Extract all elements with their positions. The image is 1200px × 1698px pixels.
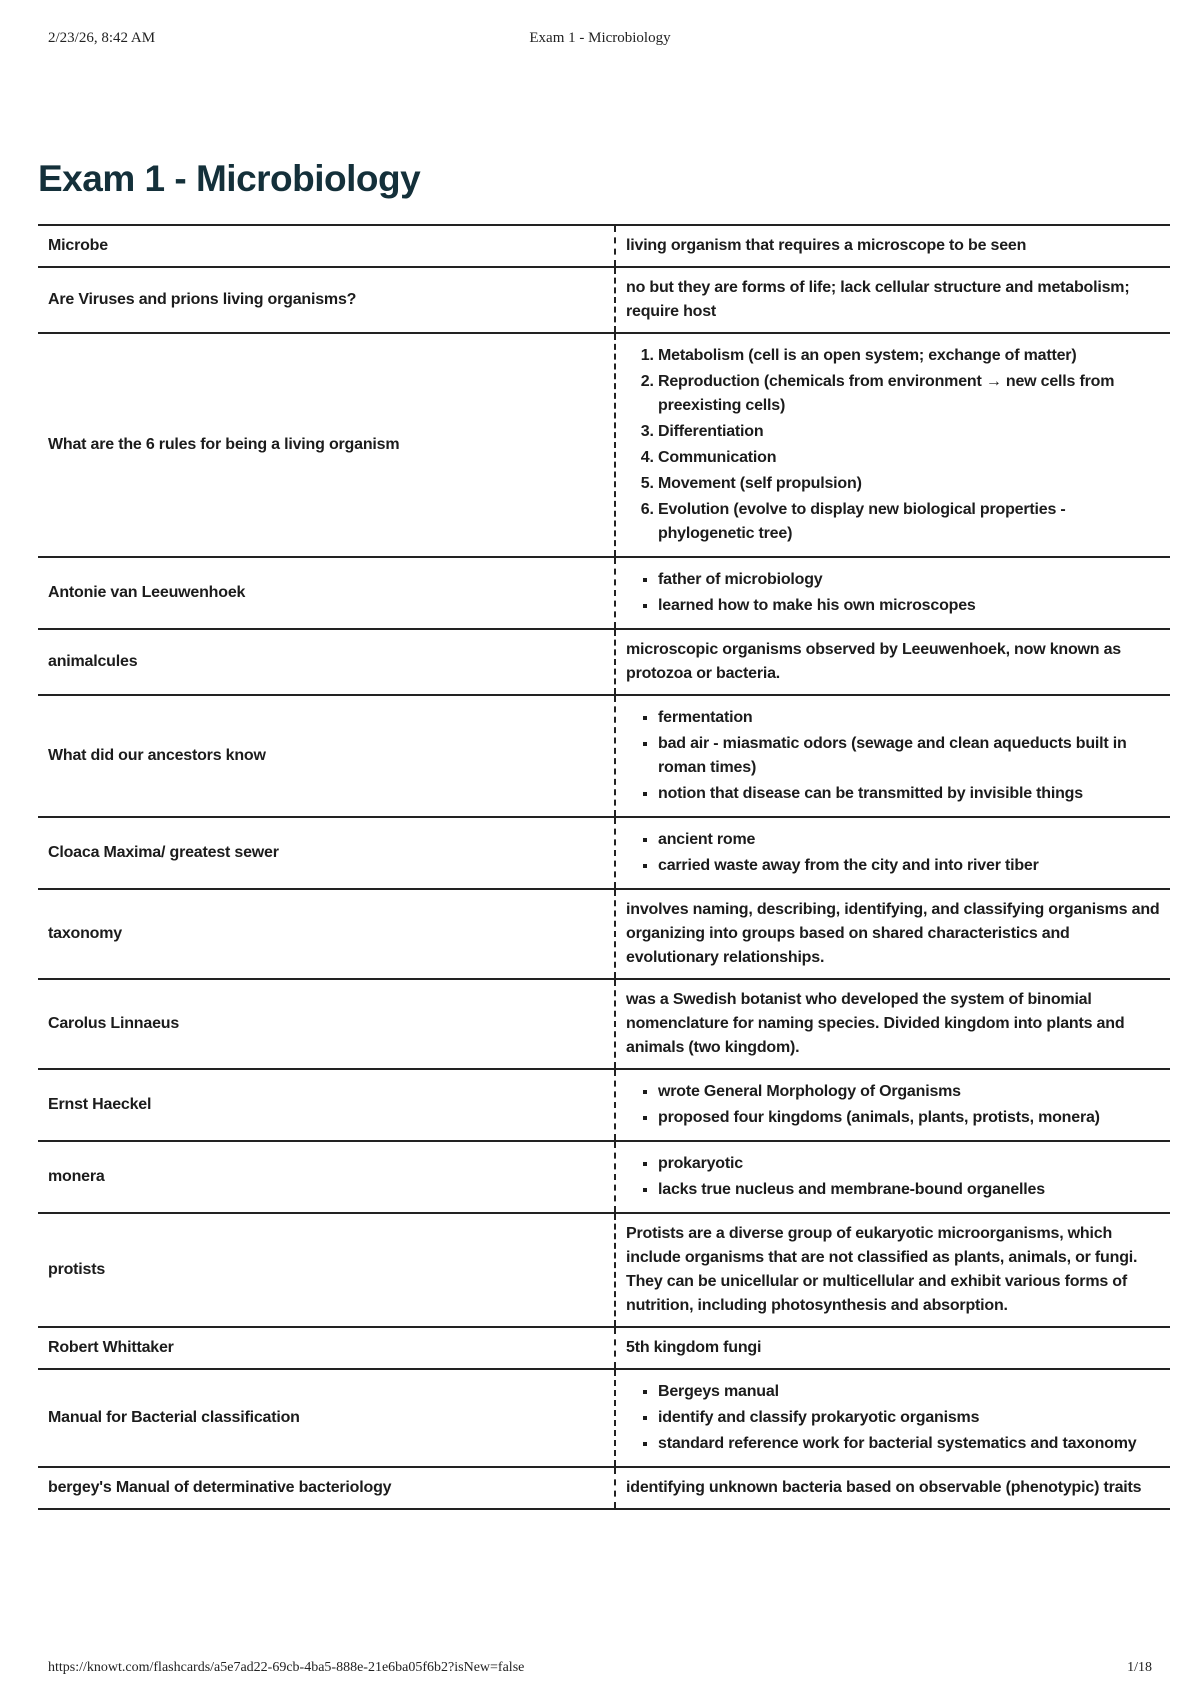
- list-item: 5. Movement (self propulsion): [658, 472, 1160, 496]
- document-title: Exam 1 - Microbiology: [38, 158, 421, 199]
- flashcard-row: [38, 1069, 1170, 1141]
- list-item: ▪ learned how to make his own microscopes: [658, 594, 1160, 618]
- flashcard-term: Microbe: [38, 225, 615, 267]
- list-item: ▪ ancient rome: [658, 828, 1160, 852]
- list-item: 2. Reproduction (chemicals from environment → new cells from preexisting cells): [658, 370, 1160, 418]
- list-item: ▪ prokaryotic: [658, 1152, 1160, 1176]
- flashcard-term: protists: [38, 1213, 615, 1327]
- flashcard-term: Cloaca Maxima/ greatest sewer: [38, 817, 615, 889]
- flashcard-definition: [615, 817, 1170, 889]
- list-item: ▪ carried waste away from the city and into river tiber: [658, 854, 1160, 878]
- flashcard-table: [38, 224, 1170, 1510]
- print-footer: [48, 1660, 1152, 1680]
- flashcard-definition: involves naming, describing, identifying, and classifying organisms and organizing into groups based on shared characteristics and evolutionary relationships.: [615, 889, 1170, 979]
- flashcard-definition: 5th kingdom fungi: [615, 1327, 1170, 1369]
- flashcard-row: [38, 629, 1170, 695]
- flashcard-definition: identifying unknown bacteria based on observable (phenotypic) traits: [615, 1467, 1170, 1509]
- flashcard-term: Carolus Linnaeus: [38, 979, 615, 1069]
- flashcard-term: animalcules: [38, 629, 615, 695]
- flashcard-row: [38, 817, 1170, 889]
- list-item: ▪ Bergeys manual: [658, 1380, 1160, 1404]
- list-item: ▪ standard reference work for bacterial systematics and taxonomy: [658, 1432, 1160, 1456]
- flashcard-definition: [615, 1069, 1170, 1141]
- flashcard-definition: microscopic organisms observed by Leeuwenhoek, now known as protozoa or bacteria.: [615, 629, 1170, 695]
- flashcard-definition: Protists are a diverse group of eukaryotic microorganisms, which include organisms that are not classified as plants, animals, or fungi. They can be unicellular or multicellular and exhibit various forms of nutrition, including photosynthesis and absorption.: [615, 1213, 1170, 1327]
- print-page-title: Exam 1 - Microbiology: [529, 30, 671, 46]
- flashcard-term: bergey's Manual of determinative bacteriology: [38, 1467, 615, 1509]
- list-item: ▪ proposed four kingdoms (animals, plants, protists, monera): [658, 1106, 1160, 1130]
- flashcard-rows: [38, 225, 1170, 1509]
- flashcard-term: Are Viruses and prions living organisms?: [38, 267, 615, 333]
- flashcard-row: [38, 557, 1170, 629]
- flashcard-row: [38, 1213, 1170, 1327]
- bulleted-list: [626, 706, 1160, 806]
- list-item: ▪ wrote General Morphology of Organisms: [658, 1080, 1160, 1104]
- list-item: 6. Evolution (evolve to display new biological properties - phylogenetic tree): [658, 498, 1160, 546]
- bulleted-list: [626, 1152, 1160, 1202]
- page-number: 1/18: [1127, 1660, 1152, 1675]
- flashcard-row: [38, 1327, 1170, 1369]
- flashcard-definition: living organism that requires a microscope to be seen: [615, 225, 1170, 267]
- list-item: ▪ notion that disease can be transmitted by invisible things: [658, 782, 1160, 806]
- flashcard-row: [38, 889, 1170, 979]
- flashcard-term: Antonie van Leeuwenhoek: [38, 557, 615, 629]
- flashcard-definition: [615, 1141, 1170, 1213]
- flashcard-row: [38, 225, 1170, 267]
- flashcard-term: Manual for Bacterial classification: [38, 1369, 615, 1467]
- flashcard-definition: [615, 557, 1170, 629]
- flashcard-row: [38, 1467, 1170, 1509]
- bulleted-list: [626, 568, 1160, 618]
- flashcard-row: [38, 1369, 1170, 1467]
- list-item: 4. Communication: [658, 446, 1160, 470]
- flashcard-term: Ernst Haeckel: [38, 1069, 615, 1141]
- flashcard-definition: [615, 1369, 1170, 1467]
- page-url: https://knowt.com/flashcards/a5e7ad22-69cb-4ba5-888e-21e6ba05f6b2?isNew=false: [48, 1660, 525, 1675]
- print-datetime: 2/23/26, 8:42 AM: [48, 30, 156, 46]
- flashcard-term: taxonomy: [38, 889, 615, 979]
- list-item: ▪ bad air - miasmatic odors (sewage and clean aqueducts built in roman times): [658, 732, 1160, 780]
- flashcard-term: monera: [38, 1141, 615, 1213]
- flashcard-definition: [615, 333, 1170, 557]
- bulleted-list: [626, 1080, 1160, 1130]
- flashcard-term: Robert Whittaker: [38, 1327, 615, 1369]
- flashcard-definition: [615, 695, 1170, 817]
- flashcard-row: [38, 979, 1170, 1069]
- list-item: ▪ lacks true nucleus and membrane-bound organelles: [658, 1178, 1160, 1202]
- bulleted-list: [626, 1380, 1160, 1456]
- flashcard-term: What did our ancestors know: [38, 695, 615, 817]
- flashcard-row: [38, 267, 1170, 333]
- flashcard-definition: was a Swedish botanist who developed the system of binomial nomenclature for naming species. Divided kingdom into plants and animals (two kingdom).: [615, 979, 1170, 1069]
- list-item: ▪ fermentation: [658, 706, 1160, 730]
- numbered-list: [626, 344, 1160, 546]
- print-header: [48, 30, 1152, 52]
- list-item: 1. Metabolism (cell is an open system; exchange of matter): [658, 344, 1160, 368]
- list-item: 3. Differentiation: [658, 420, 1160, 444]
- flashcard-row: [38, 695, 1170, 817]
- flashcard-row: [38, 333, 1170, 557]
- flashcard-definition: no but they are forms of life; lack cellular structure and metabolism; require host: [615, 267, 1170, 333]
- bulleted-list: [626, 828, 1160, 878]
- list-item: ▪ identify and classify prokaryotic organisms: [658, 1406, 1160, 1430]
- flashcard-row: [38, 1141, 1170, 1213]
- flashcard-term: What are the 6 rules for being a living organism: [38, 333, 615, 557]
- list-item: ▪ father of microbiology: [658, 568, 1160, 592]
